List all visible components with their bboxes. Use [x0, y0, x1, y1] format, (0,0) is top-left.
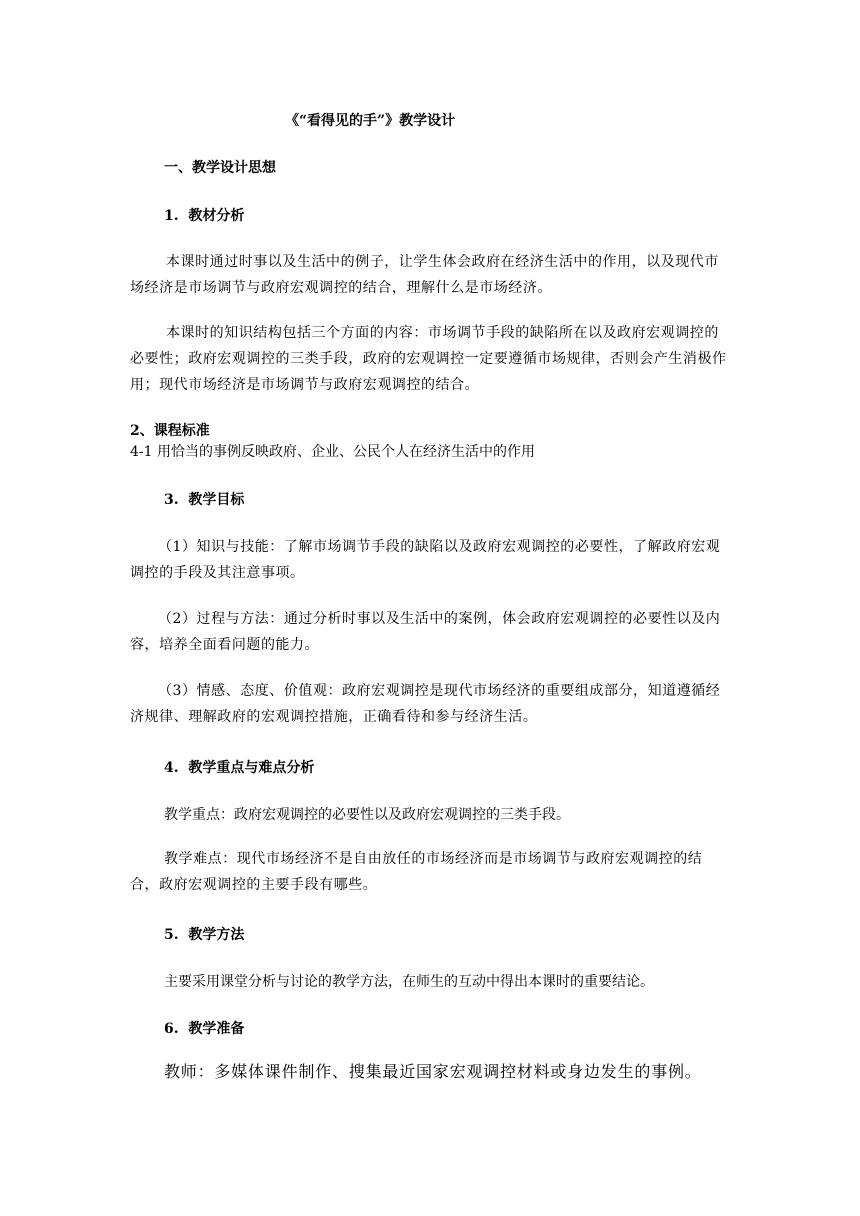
subsection-heading-5: [164, 925, 244, 945]
document-title: 《“看得见的手”》教学设计: [285, 113, 456, 129]
paragraph-text: （2）过程与方法：通过分析时事以及生活中的案例，体会政府宏观调控的必要性以及内容，培养全面看问题的能力。: [130, 611, 721, 653]
paragraph-objective-1: [130, 534, 730, 586]
subsection-title: 教材分析: [188, 208, 245, 224]
paragraph-objective-2: [130, 606, 730, 658]
subsection-number: 4.: [164, 760, 179, 776]
section-heading-2: 2、课程标准: [130, 423, 210, 439]
subsection-title: 教学准备: [188, 1021, 245, 1037]
paragraph-objective-3: [130, 678, 730, 730]
subsection-number: 5.: [164, 927, 179, 943]
section-heading-1: 一、教学设计思想: [164, 160, 276, 176]
subsection-number: 3.: [164, 492, 179, 508]
subsection-heading-3: [164, 490, 244, 510]
paragraph-textbook-analysis-2: [130, 320, 730, 398]
curriculum-standard-line: 4-1 用恰当的事例反映政府、企业、公民个人在经济生活中的作用: [130, 444, 535, 460]
paragraph-difficult-point: [130, 846, 730, 898]
paragraph-text: 本课时通过时事以及生活中的例子，让学生体会政府在经济生活中的作用，以及现代市场经济是市场调节与政府宏观调控的结合，理解什么是市场经济。: [130, 254, 719, 296]
subsection-title: 教学目标: [188, 492, 245, 508]
paragraph-key-point: 教学重点：政府宏观调控的必要性以及政府宏观调控的三类手段。: [164, 807, 570, 823]
paragraph-text: 教学难点：现代市场经济不是自由放任的市场经济而是市场调节与政府宏观调控的结合，政府宏观调控的主要手段有哪些。: [130, 851, 703, 893]
subsection-heading-4: [164, 758, 314, 778]
paragraph-teaching-method: 主要采用课堂分析与讨论的教学方法，在师生的互动中得出本课时的重要结论。: [164, 974, 654, 990]
subsection-title: 教学方法: [188, 927, 245, 943]
subsection-title: 教学重点与难点分析: [188, 760, 315, 776]
paragraph-teaching-preparation: 教师：多媒体课件制作、搜集最近国家宏观调控材料或身边发生的事例。: [164, 1062, 702, 1081]
subsection-number: 1.: [164, 208, 179, 224]
subsection-number: 6.: [164, 1021, 179, 1037]
paragraph-text: （1）知识与技能：了解市场调节手段的缺陷以及政府宏观调控的必要性，了解政府宏观调控的手段及其注意事项。: [130, 539, 721, 581]
paragraph-text: 本课时的知识结构包括三个方面的内容：市场调节手段的缺陷所在以及政府宏观调控的必要性；政府宏观调控的三类手段，政府的宏观调控一定要遵循市场规律，否则会产生消极作用；现代市场经济是市场调节与政府宏观调控的结合。: [130, 325, 727, 393]
subsection-heading-1: [164, 206, 244, 226]
paragraph-textbook-analysis-1: [130, 249, 730, 301]
subsection-heading-6: [164, 1019, 244, 1039]
paragraph-text: （3）情感、态度、价值观：政府宏观调控是现代市场经济的重要组成部分，知道遵循经济规律、理解政府的宏观调控措施，正确看待和参与经济生活。: [130, 683, 721, 725]
